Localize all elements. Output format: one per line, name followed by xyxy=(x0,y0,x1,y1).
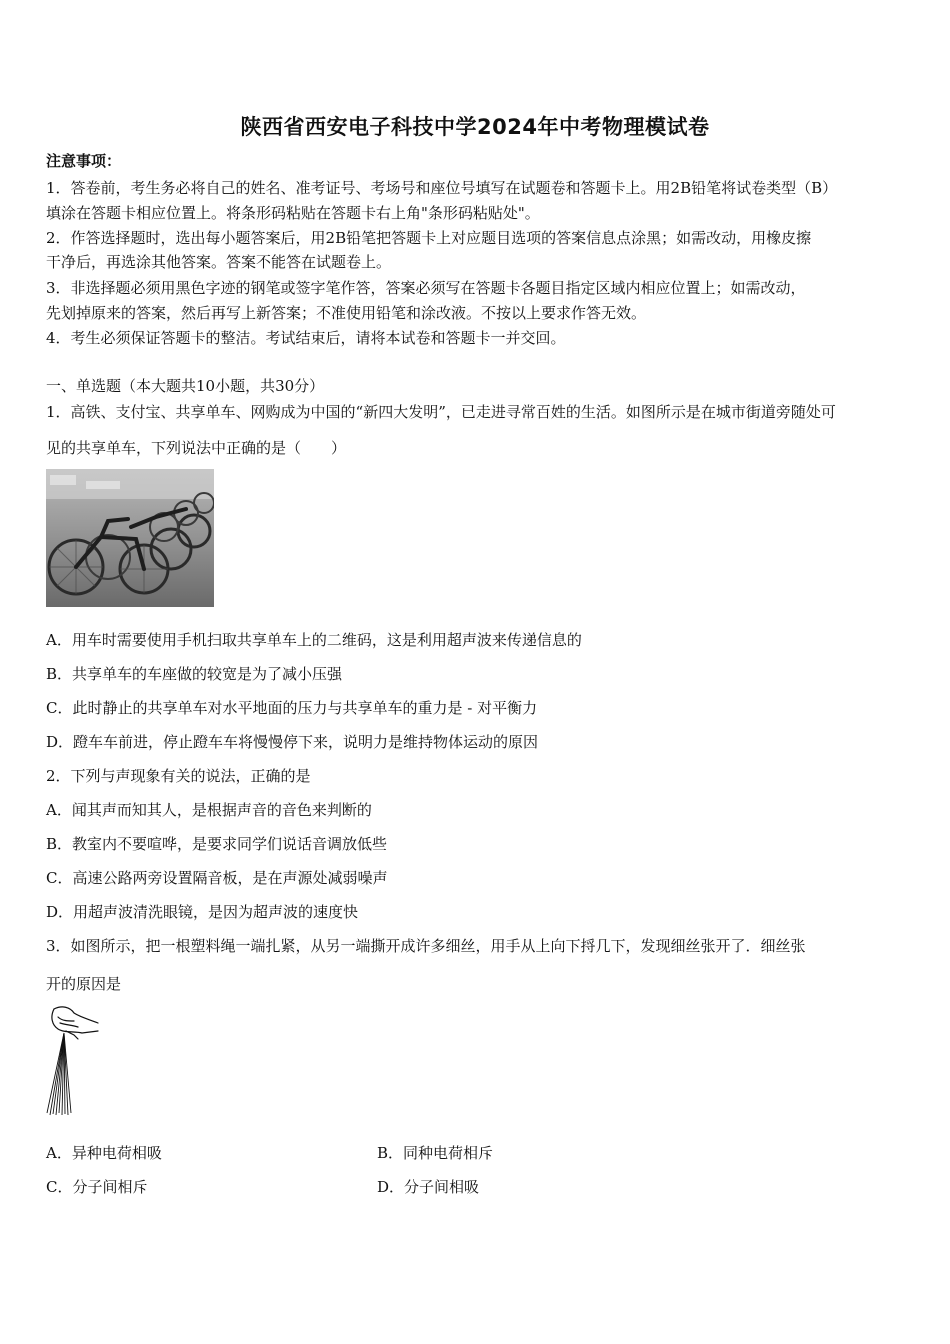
q1-stem: 见的共享单车，下列说法中正确的是（ ） xyxy=(46,439,347,457)
q2-option-b: B．教室内不要喧哗，是要求同学们说话音调放低些 xyxy=(46,835,388,853)
notice-line: 先划掉原来的答案，然后再写上新答案；不准使用铅笔和涂改液。不按以上要求作答无效。 xyxy=(46,304,647,322)
page-title: 陕西省西安电子科技中学2024年中考物理模试卷 xyxy=(240,115,710,139)
q1-stem: 1．高铁、支付宝、共享单车、网购成为中国的“新四大发明”，已走进寻常百姓的生活。如图所示是在城市街道旁随处可 xyxy=(46,403,836,421)
q1-option-d: D．蹬车车前进，停止蹬车车将慢慢停下来，说明力是维持物体运动的原因 xyxy=(46,733,539,751)
notice-line: 4．考生必须保证答题卡的整洁。考试结束后，请将本试卷和答题卡一并交回。 xyxy=(46,329,566,347)
q3-option-c: C．分子间相斥 xyxy=(46,1178,148,1196)
q2-stem: 2．下列与声现象有关的说法，正确的是 xyxy=(46,767,311,785)
notice-line: 3．非选择题必须用黑色字迹的钢笔或签字笔作答，答案必须写在答题卡各题目指定区域内相应位置上；如需改动， xyxy=(46,279,806,297)
q1-option-c: C．此时静止的共享单车对水平地面的压力与共享单车的重力是 - 对平衡力 xyxy=(46,699,538,717)
q1-option-b: B．共享单车的车座做的较宽是为了减小压强 xyxy=(46,665,343,683)
q1-option-a: A．用车时需要使用手机扫取共享单车上的二维码，这是利用超声波来传递信息的 xyxy=(46,631,582,649)
q3-option-d: D．分子间相吸 xyxy=(377,1178,480,1196)
plastic-rope-figure xyxy=(44,1003,104,1117)
shared-bikes-photo xyxy=(46,469,214,607)
q3-option-b: B．同种电荷相斥 xyxy=(377,1144,494,1162)
q2-option-c: C．高速公路两旁设置隔音板，是在声源处减弱噪声 xyxy=(46,869,388,887)
notice-line: 2．作答选择题时，选出每小题答案后，用2B铅笔把答题卡上对应题目选项的答案信息点涂黑；如需改动，用橡皮擦 xyxy=(46,229,812,247)
q3-stem: 开的原因是 xyxy=(46,975,122,993)
notice-line: 1．答卷前，考生务必将自己的姓名、准考证号、考场号和座位号填写在试题卷和答题卡上。用2B铅笔将试卷类型（B） xyxy=(46,179,838,197)
section-heading: 一、单选题（本大题共10小题，共30分） xyxy=(46,377,325,395)
q3-option-a: A．异种电荷相吸 xyxy=(46,1144,162,1162)
q2-option-d: D．用超声波清洗眼镜，是因为超声波的速度快 xyxy=(46,903,359,921)
q3-stem: 3．如图所示，把一根塑料绳一端扎紧，从另一端撕开成许多细丝，用手从上向下捋几下，发现细丝张开了．细丝张 xyxy=(46,937,806,955)
notice-line: 填涂在答题卡相应位置上。将条形码粘贴在答题卡右上角"条形码粘贴处"。 xyxy=(46,204,540,222)
q2-option-a: A．闻其声而知其人，是根据声音的音色来判断的 xyxy=(46,801,372,819)
notice-line: 干净后，再选涂其他答案。答案不能答在试题卷上。 xyxy=(46,253,392,271)
notice-heading: 注意事项： xyxy=(46,152,122,170)
